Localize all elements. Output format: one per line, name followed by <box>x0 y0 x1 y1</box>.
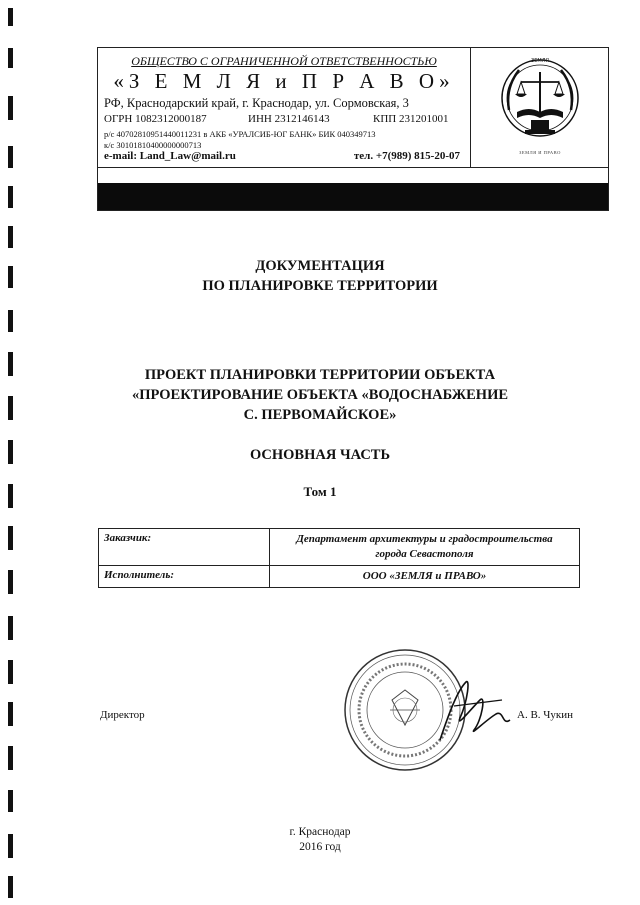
binder-mark <box>8 146 13 168</box>
volume-label: Том 1 <box>303 484 337 499</box>
binder-mark <box>8 48 13 68</box>
contractor-value: ООО «ЗЕМЛЯ и ПРАВО» <box>270 566 580 588</box>
table-row <box>99 529 580 566</box>
binder-mark <box>8 526 13 550</box>
doc-title-line-2: ПО ПЛАНИРОВКЕ ТЕРРИТОРИИ <box>202 278 438 294</box>
binder-mark <box>8 96 13 120</box>
binder-mark <box>8 746 13 770</box>
footer-year: 2016 год <box>299 841 341 853</box>
doc-title-line-1: ДОКУМЕНТАЦИЯ <box>255 258 385 274</box>
org-kpp: КПП 231201001 <box>373 113 449 125</box>
parties-table <box>98 528 580 588</box>
svg-text:ЗЕМЛЯ: ЗЕМЛЯ <box>531 58 549 64</box>
scales-of-justice-logo-icon <box>471 48 609 148</box>
signatory-name: А. В. Чукин <box>517 709 574 721</box>
letterhead-divider <box>98 167 608 184</box>
org-email: e-mail: Land_Law@mail.ru <box>104 150 236 162</box>
customer-label: Заказчик: <box>99 529 270 566</box>
org-inn: ИНН 2312146143 <box>248 113 330 125</box>
org-corr-account: к/с 30101810400000000713 <box>104 140 202 150</box>
table-row <box>99 566 580 588</box>
binder-mark <box>8 876 13 898</box>
company-logo <box>470 48 609 167</box>
binder-mark <box>8 790 13 812</box>
director-signature <box>430 670 520 750</box>
binder-mark <box>8 570 13 594</box>
project-title-line-1: ПРОЕКТ ПЛАНИРОВКИ ТЕРРИТОРИИ ОБЪЕКТА <box>144 367 496 383</box>
binder-mark <box>8 702 13 726</box>
binder-mark <box>8 310 13 332</box>
org-brand-name: «З Е М Л Я и П Р А В О» <box>113 69 455 93</box>
contractor-label: Исполнитель: <box>99 566 270 588</box>
binder-mark <box>8 660 13 684</box>
org-legal-form: ОБЩЕСТВО С ОГРАНИЧЕННОЙ ОТВЕТСТВЕННОСТЬЮ <box>131 54 437 68</box>
org-bank-account: р/с 40702810951440011231 в АКБ «УРАЛСИБ-ЮГ БАНК» БИК 040349713 <box>104 129 376 139</box>
signatory-role: Директор <box>100 709 145 721</box>
letterhead <box>97 47 609 211</box>
customer-value <box>270 529 580 566</box>
section-title: ОСНОВНАЯ ЧАСТЬ <box>249 447 391 463</box>
org-ogrn: ОГРН 1082312000187 <box>104 113 207 125</box>
project-title-line-3: С. ПЕРВОМАЙСКОЕ» <box>243 407 397 423</box>
footer-city: г. Краснодар <box>289 826 351 838</box>
logo-caption: ЗЕМЛЯ И ПРАВО <box>519 150 561 155</box>
letterhead-details <box>98 48 470 167</box>
org-phone: тел. +7(989) 815-20-07 <box>353 150 460 162</box>
binder-mark <box>8 616 13 640</box>
customer-value-line-1: Департамент архитектуры и градостроительства <box>296 533 553 545</box>
letterhead-black-band <box>98 183 608 210</box>
binder-mark <box>8 226 13 248</box>
customer-value-line-2: города Севастополя <box>375 548 474 560</box>
project-title-line-2: «ПРОЕКТИРОВАНИЕ ОБЪЕКТА «ВОДОСНАБЖЕНИЕ <box>131 387 509 403</box>
binder-mark <box>8 8 13 26</box>
org-address: РФ, Краснодарский край, г. Краснодар, ул. Сормовская, 3 <box>104 96 409 110</box>
binder-mark <box>8 186 13 208</box>
